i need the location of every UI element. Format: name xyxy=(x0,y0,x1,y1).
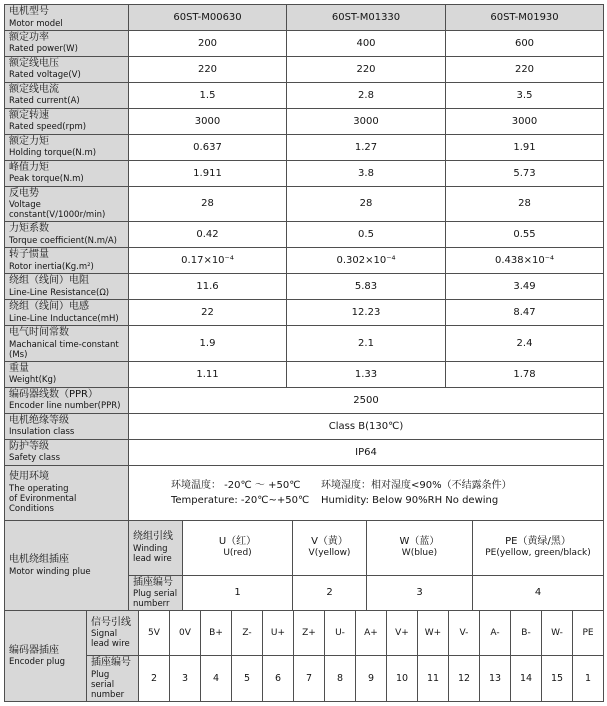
row-label-zh: 力矩系数 xyxy=(9,223,49,235)
row-label-zh: 额定线电流 xyxy=(9,83,59,95)
sub-label-en: Winding lead wire xyxy=(133,543,172,564)
signal-name: Z- xyxy=(232,611,263,656)
table-row xyxy=(5,56,604,82)
table-row xyxy=(5,160,604,186)
plug-number: 4 xyxy=(473,575,604,611)
table-row xyxy=(5,222,604,248)
row-label-zh: 额定功率 xyxy=(9,31,49,43)
plug-number: 10 xyxy=(387,656,418,702)
row-label xyxy=(5,108,129,134)
signal-name: B- xyxy=(511,611,542,656)
cell-value: 1.27 xyxy=(287,134,446,160)
row-label xyxy=(5,439,129,465)
lead-en: W(blue) xyxy=(401,548,438,559)
cell-value: 28 xyxy=(446,186,604,222)
cell-value: 220 xyxy=(446,56,604,82)
row-label-en: Machanical time-constant (Ms) xyxy=(9,339,119,360)
plug-number: 3 xyxy=(367,575,473,611)
row-label-zh: 电机绝缘等级 xyxy=(9,414,69,426)
plug-number: 15 xyxy=(542,656,573,702)
cell-value: 0.302×10⁻⁴ xyxy=(287,248,446,274)
environment-row xyxy=(5,465,604,520)
winding-lead-cell xyxy=(473,520,604,575)
row-label xyxy=(5,82,129,108)
row-label-zh: 电气时间常数 xyxy=(9,327,69,338)
signal-name: W- xyxy=(542,611,573,656)
signal-name: W+ xyxy=(418,611,449,656)
signal-name: 0V xyxy=(170,611,201,656)
motor-model-label-en: Motor model xyxy=(9,18,63,29)
row-label xyxy=(5,134,129,160)
row-label xyxy=(5,413,129,439)
cell-value: 5.73 xyxy=(446,160,604,186)
environment-conditions xyxy=(129,465,604,520)
row-label-zh: 峰值力矩 xyxy=(9,161,49,173)
cell-value: 3000 xyxy=(446,108,604,134)
table-row xyxy=(5,134,604,160)
merged-cell-value: IP64 xyxy=(129,439,604,465)
cell-value: 2.4 xyxy=(446,326,604,362)
winding-plug-label xyxy=(129,575,183,611)
cell-value: 0.17×10⁻⁴ xyxy=(129,248,287,274)
merged-cell-value: 2500 xyxy=(129,387,604,413)
cell-value: 1.11 xyxy=(129,361,287,387)
plug-number: 1 xyxy=(183,575,293,611)
table-row xyxy=(5,108,604,134)
row-label-zh: 反电势 xyxy=(9,187,39,199)
winding-lead-cell xyxy=(367,520,473,575)
signal-name: Z+ xyxy=(294,611,325,656)
winding-section-label xyxy=(5,520,129,611)
plug-number: 2 xyxy=(139,656,170,702)
table-row xyxy=(5,274,604,300)
cell-value: 600 xyxy=(446,30,604,56)
row-label-zh: 防护等级 xyxy=(9,440,49,452)
signal-name: U- xyxy=(325,611,356,656)
cell-value: 0.637 xyxy=(129,134,287,160)
temperature-range-en: Temperature: -20℃~+50℃ xyxy=(171,494,310,506)
plug-number: 13 xyxy=(480,656,511,702)
table-row xyxy=(5,300,604,326)
cell-value: 1.78 xyxy=(446,361,604,387)
row-label xyxy=(5,56,129,82)
row-label-zh: 使用环境 xyxy=(9,471,49,483)
model-name: 60ST-M01930 xyxy=(446,5,604,31)
row-label-en: Rated current(A) xyxy=(9,96,80,107)
signal-name: V+ xyxy=(387,611,418,656)
lead-en: V(yellow) xyxy=(308,548,351,559)
lead-zh: W（蓝） xyxy=(399,535,440,547)
motor-spec-table xyxy=(4,4,604,521)
sub-label-en: Plug serial numberr xyxy=(133,589,178,609)
sub-label-en: Signal lead wire xyxy=(91,629,130,650)
signal-name: 5V xyxy=(139,611,170,656)
row-label xyxy=(5,465,129,520)
encoder-signal-row xyxy=(5,611,604,656)
plug-number: 11 xyxy=(418,656,449,702)
row-label-zh: 额定转速 xyxy=(9,109,49,121)
cell-value: 200 xyxy=(129,30,287,56)
plug-number: 6 xyxy=(263,656,294,702)
cell-value: 1.33 xyxy=(287,361,446,387)
cell-value: 1.5 xyxy=(129,82,287,108)
lead-zh: PE（黄绿/黑） xyxy=(505,535,571,547)
cell-value: 28 xyxy=(129,186,287,222)
environment-line-en xyxy=(129,493,603,508)
plug-number: 3 xyxy=(170,656,201,702)
cell-value: 1.91 xyxy=(446,134,604,160)
row-label xyxy=(5,326,129,362)
row-label-en: The operating xyxy=(9,483,69,494)
row-label-en: Rated power(W) xyxy=(9,44,78,55)
motor-model-header xyxy=(5,5,129,31)
cell-value: 12.23 xyxy=(287,300,446,326)
row-label-en: Rated voltage(V) xyxy=(9,70,81,81)
table-row xyxy=(5,326,604,362)
humidity-range-zh: 环境湿度：相对湿度<90%（不结露条件） xyxy=(321,479,512,491)
row-label-zh: 绕组（线间）电感 xyxy=(9,301,89,313)
encoder-section-label xyxy=(5,611,87,702)
cell-value: 1.911 xyxy=(129,160,287,186)
plug-number: 1 xyxy=(573,656,604,702)
motor-model-label-zh: 电机型号 xyxy=(9,6,49,17)
cell-value: 2.1 xyxy=(287,326,446,362)
winding-lead-cell xyxy=(183,520,293,575)
row-label-zh: 绕组（线间）电阻 xyxy=(9,275,89,287)
row-label xyxy=(5,248,129,274)
sub-label-zh: 绕组引线 xyxy=(133,531,173,543)
winding-plug-table xyxy=(4,520,604,612)
merged-cell-value: Class B(130℃) xyxy=(129,413,604,439)
plug-number: 4 xyxy=(201,656,232,702)
plug-number: 8 xyxy=(325,656,356,702)
row-label-en: Voltage constant(V/1000r/min) xyxy=(9,200,106,220)
section-label-zh: 编码器插座 xyxy=(9,644,59,656)
cell-value: 0.55 xyxy=(446,222,604,248)
row-label-en: Weight(Kg) xyxy=(9,375,57,386)
plug-number: 2 xyxy=(293,575,367,611)
model-name: 60ST-M00630 xyxy=(129,5,287,31)
table-row xyxy=(5,82,604,108)
table-row xyxy=(5,30,604,56)
row-label-en: Peak torque(N.m) xyxy=(9,174,84,185)
lead-en: PE(yellow, green/black) xyxy=(485,548,591,559)
row-label-en: Encoder line number(PPR) xyxy=(9,401,121,412)
plug-number: 5 xyxy=(232,656,263,702)
plug-number: 7 xyxy=(294,656,325,702)
table-row xyxy=(5,248,604,274)
winding-lead-cell xyxy=(293,520,367,575)
row-label-en: Holding torque(N.m) xyxy=(9,148,97,159)
signal-name: PE xyxy=(573,611,604,656)
cell-value: 220 xyxy=(129,56,287,82)
cell-value: 11.6 xyxy=(129,274,287,300)
temperature-range-zh: 环境温度： -20℃ ～ +50℃ xyxy=(171,479,301,491)
cell-value: 0.438×10⁻⁴ xyxy=(446,248,604,274)
table-row xyxy=(5,413,604,439)
cell-value: 0.42 xyxy=(129,222,287,248)
encoder-signal-label xyxy=(87,611,139,656)
row-label-en: Safety class xyxy=(9,453,60,464)
cell-value: 28 xyxy=(287,186,446,222)
lead-zh: U（红） xyxy=(218,535,257,547)
section-label-en: Motor winding plue xyxy=(9,566,91,577)
winding-lead-row xyxy=(5,520,604,575)
table-row xyxy=(5,439,604,465)
cell-value: 220 xyxy=(287,56,446,82)
sub-label-zh: 插座编号 xyxy=(133,576,173,588)
plug-number: 14 xyxy=(511,656,542,702)
row-label xyxy=(5,300,129,326)
cell-value: 0.5 xyxy=(287,222,446,248)
row-label xyxy=(5,186,129,222)
row-label xyxy=(5,361,129,387)
plug-number: 12 xyxy=(449,656,480,702)
row-label-en: Rated speed(rpm) xyxy=(9,122,87,133)
sub-label-zh: 信号引线 xyxy=(91,616,131,628)
winding-lead-label xyxy=(129,520,183,575)
signal-name: B+ xyxy=(201,611,232,656)
row-label-en: Line-Line Resistance(Ω) xyxy=(9,287,110,298)
row-label-en: Line-Line Inductance(mH) xyxy=(9,313,119,324)
lead-en: U(red) xyxy=(223,548,252,559)
cell-value: 3.5 xyxy=(446,82,604,108)
lead-zh: V（黄） xyxy=(311,535,348,547)
row-label-zh: 编码器线数（PPR） xyxy=(9,388,99,400)
section-label-zh: 电机绕组插座 xyxy=(9,554,69,565)
row-label-zh: 额定力矩 xyxy=(9,135,49,147)
cell-value: 3.49 xyxy=(446,274,604,300)
row-label-en: of Evironmental Conditions xyxy=(9,493,77,514)
cell-value: 5.83 xyxy=(287,274,446,300)
row-label xyxy=(5,160,129,186)
humidity-range-en: Humidity: Below 90%RH No dewing xyxy=(321,494,499,506)
signal-name: U+ xyxy=(263,611,294,656)
plug-number: 9 xyxy=(356,656,387,702)
model-name: 60ST-M01330 xyxy=(287,5,446,31)
row-label-zh: 转子惯量 xyxy=(9,249,49,261)
row-label-zh: 额定线电压 xyxy=(9,57,59,69)
header-row xyxy=(5,5,604,31)
cell-value: 3000 xyxy=(129,108,287,134)
signal-name: A- xyxy=(480,611,511,656)
sub-label-en: Plug serial number xyxy=(91,669,125,700)
cell-value: 3000 xyxy=(287,108,446,134)
cell-value: 400 xyxy=(287,30,446,56)
encoder-plug-number-row xyxy=(5,656,604,702)
row-label-en: Insulation class xyxy=(9,427,75,438)
row-label xyxy=(5,274,129,300)
sub-label-zh: 插座编号 xyxy=(91,657,131,668)
signal-name: V- xyxy=(449,611,480,656)
cell-value: 2.8 xyxy=(287,82,446,108)
section-label-en: Encoder plug xyxy=(9,657,65,667)
table-row xyxy=(5,186,604,222)
row-label-en: Torque coefficient(N.m/A) xyxy=(9,235,117,246)
cell-value: 22 xyxy=(129,300,287,326)
cell-value: 1.9 xyxy=(129,326,287,362)
table-row xyxy=(5,361,604,387)
environment-line-zh xyxy=(129,478,603,493)
row-label xyxy=(5,30,129,56)
cell-value: 8.47 xyxy=(446,300,604,326)
row-label-en: Rotor inertia(Kg.m²) xyxy=(9,261,94,272)
encoder-plug-table xyxy=(4,610,604,702)
table-row xyxy=(5,387,604,413)
row-label xyxy=(5,222,129,248)
cell-value: 3.8 xyxy=(287,160,446,186)
encoder-plug-label xyxy=(87,656,139,702)
row-label-zh: 重量 xyxy=(9,362,29,374)
signal-name: A+ xyxy=(356,611,387,656)
row-label xyxy=(5,387,129,413)
